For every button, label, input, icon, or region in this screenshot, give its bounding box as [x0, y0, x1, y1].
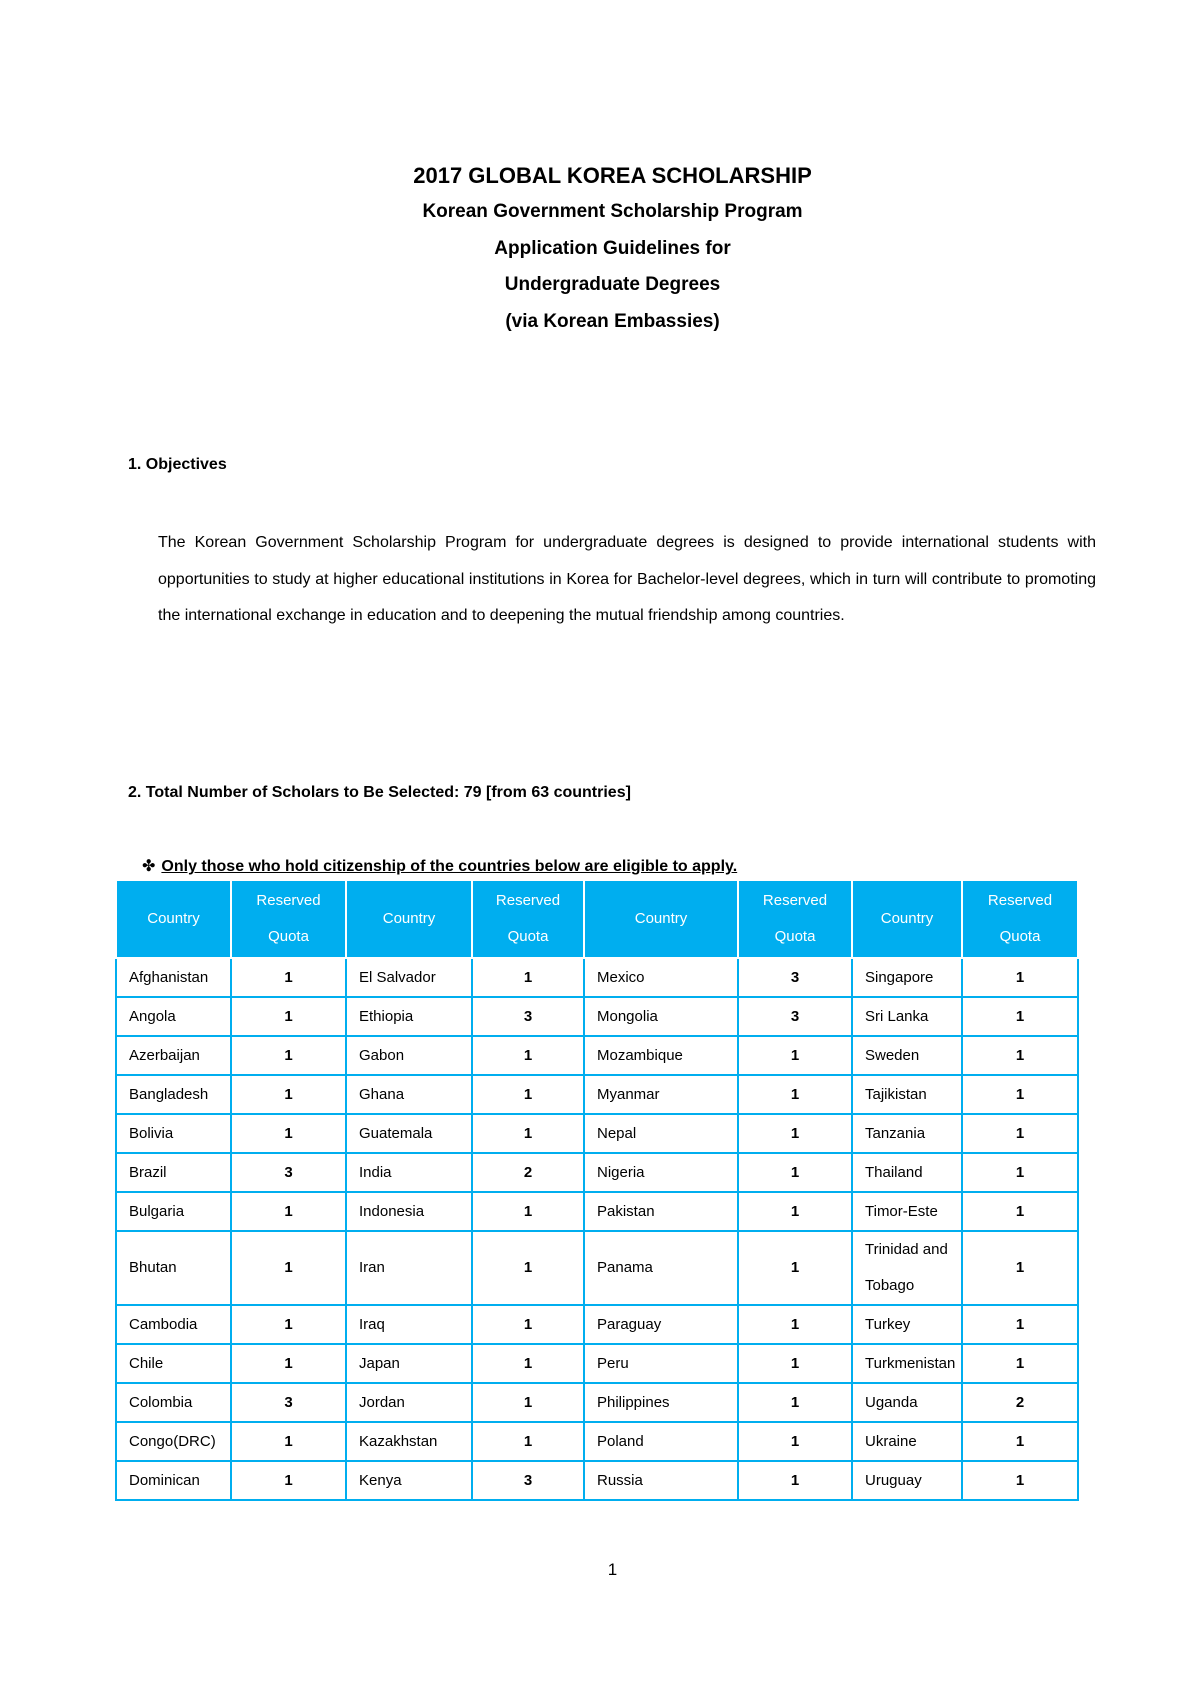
column-header-country: Country [116, 880, 231, 958]
quota-cell: 1 [962, 1461, 1078, 1500]
country-cell: Mozambique [584, 1036, 738, 1075]
column-header-reserved-quota: Reserved Quota [231, 880, 346, 958]
country-cell: Peru [584, 1344, 738, 1383]
table-row [116, 1231, 1078, 1305]
quota-cell: 3 [472, 1461, 584, 1500]
quota-cell: 1 [962, 1075, 1078, 1114]
country-cell: Ethiopia [346, 997, 472, 1036]
degree-title: Undergraduate Degrees [504, 274, 721, 295]
country-cell: Dominican [116, 1461, 231, 1500]
quota-cell: 1 [738, 1305, 852, 1344]
quota-cell: 1 [962, 958, 1078, 997]
quota-cell: 1 [472, 1192, 584, 1231]
quota-cell: 1 [472, 1383, 584, 1422]
column-header-reserved-quota: Reserved Quota [738, 880, 852, 958]
section-total-scholars-heading: 2. Total Number of Scholars to Be Selected: 79 [from 63 countries] [128, 784, 631, 801]
quota-cell: 1 [231, 1114, 346, 1153]
quota-cell: 1 [231, 1422, 346, 1461]
country-cell: India [346, 1153, 472, 1192]
country-cell: El Salvador [346, 958, 472, 997]
guidelines-title: Application Guidelines for [494, 237, 731, 259]
table-row [116, 997, 1078, 1036]
country-cell: Angola [116, 997, 231, 1036]
table-row [116, 1075, 1078, 1114]
quota-cell: 1 [231, 1305, 346, 1344]
column-header-reserved-quota: Reserved Quota [962, 880, 1078, 958]
quota-cell: 1 [472, 1305, 584, 1344]
table-row [116, 1422, 1078, 1461]
quota-cell: 1 [962, 1305, 1078, 1344]
table-row [116, 958, 1078, 997]
country-cell: Myanmar [584, 1075, 738, 1114]
table-row [116, 1461, 1078, 1500]
country-cell: Turkey [852, 1305, 962, 1344]
quota-cell: 2 [472, 1153, 584, 1192]
quota-cell: 1 [738, 1192, 852, 1231]
country-cell: Iraq [346, 1305, 472, 1344]
quota-cell: 1 [738, 1383, 852, 1422]
country-cell: Turkmenistan [852, 1344, 962, 1383]
table-row [116, 1036, 1078, 1075]
quota-cell: 1 [962, 1153, 1078, 1192]
country-cell: Uruguay [852, 1461, 962, 1500]
country-cell: Tajikistan [852, 1075, 962, 1114]
country-cell: Azerbaijan [116, 1036, 231, 1075]
country-quota-table [115, 879, 1079, 1501]
country-cell: Afghanistan [116, 958, 231, 997]
country-cell: Ghana [346, 1075, 472, 1114]
quota-cell: 1 [231, 1075, 346, 1114]
country-cell: Guatemala [346, 1114, 472, 1153]
country-cell: Sri Lanka [852, 997, 962, 1036]
quota-cell: 1 [738, 1114, 852, 1153]
quota-cell: 3 [738, 997, 852, 1036]
quota-cell: 3 [738, 958, 852, 997]
main-title: 2017 GLOBAL KOREA SCHOLARSHIP [413, 163, 812, 188]
quota-cell: 1 [738, 1461, 852, 1500]
country-cell: Japan [346, 1344, 472, 1383]
quota-cell: 1 [962, 1344, 1078, 1383]
quota-cell: 1 [231, 1192, 346, 1231]
quota-cell: 2 [962, 1383, 1078, 1422]
quota-cell: 1 [738, 1036, 852, 1075]
quota-cell: 1 [472, 958, 584, 997]
objectives-paragraph: The Korean Government Scholarship Program for undergraduate degrees is designed to provide international students with opportunities to study at higher educational institutions in Korea for Bachelor-level degrees, which in turn will contribute to promoting the international exchange in education and to deepening the mutual friendship among countries. [158, 534, 1096, 624]
column-header-reserved-quota: Reserved Quota [472, 880, 584, 958]
country-cell: Nigeria [584, 1153, 738, 1192]
quota-cell: 1 [472, 1344, 584, 1383]
quota-cell: 1 [231, 997, 346, 1036]
quota-cell: 1 [738, 1344, 852, 1383]
channel-title: (via Korean Embassies) [505, 310, 720, 332]
quota-cell: 1 [962, 1231, 1078, 1305]
column-header-country: Country [346, 880, 472, 958]
quota-cell: 1 [472, 1075, 584, 1114]
quota-cell: 1 [962, 1192, 1078, 1231]
quota-cell: 1 [472, 1036, 584, 1075]
country-cell: Thailand [852, 1153, 962, 1192]
country-cell: Mexico [584, 958, 738, 997]
table-row [116, 1192, 1078, 1231]
country-cell: Ukraine [852, 1422, 962, 1461]
quota-cell: 1 [231, 958, 346, 997]
quota-cell: 1 [962, 1114, 1078, 1153]
country-cell: Congo(DRC) [116, 1422, 231, 1461]
quota-cell: 1 [231, 1231, 346, 1305]
document-title-block [0, 158, 1200, 340]
table-row [116, 1305, 1078, 1344]
quota-cell: 1 [738, 1422, 852, 1461]
eligibility-note-text: Only those who hold citizenship of the countries below are eligible to apply. [161, 858, 738, 875]
country-cell: Bangladesh [116, 1075, 231, 1114]
country-cell: Nepal [584, 1114, 738, 1153]
country-cell: Trinidad and Tobago [852, 1231, 962, 1305]
quota-cell: 3 [231, 1383, 346, 1422]
country-cell: Iran [346, 1231, 472, 1305]
column-header-country: Country [852, 880, 962, 958]
eligibility-note [142, 856, 737, 876]
quota-cell: 3 [231, 1153, 346, 1192]
country-cell: Cambodia [116, 1305, 231, 1344]
quota-cell: 1 [962, 1422, 1078, 1461]
country-cell: Tanzania [852, 1114, 962, 1153]
country-cell: Brazil [116, 1153, 231, 1192]
quota-cell: 1 [231, 1344, 346, 1383]
country-cell: Mongolia [584, 997, 738, 1036]
table-row [116, 1114, 1078, 1153]
table-row [116, 1344, 1078, 1383]
quota-cell: 1 [738, 1231, 852, 1305]
country-cell: Gabon [346, 1036, 472, 1075]
quota-cell: 3 [472, 997, 584, 1036]
quota-cell: 1 [472, 1114, 584, 1153]
country-cell: Chile [116, 1344, 231, 1383]
country-cell: Singapore [852, 958, 962, 997]
clover-bullet-icon: ✤ [142, 858, 156, 875]
country-cell: Russia [584, 1461, 738, 1500]
page-number: 1 [607, 1560, 618, 1579]
country-cell: Jordan [346, 1383, 472, 1422]
quota-cell: 1 [962, 1036, 1078, 1075]
table-row [116, 1153, 1078, 1192]
section-objectives-heading: 1. Objectives [128, 456, 227, 473]
quota-cell: 1 [231, 1461, 346, 1500]
column-header-country: Country [584, 880, 738, 958]
table-header-row [116, 880, 1078, 958]
country-cell: Sweden [852, 1036, 962, 1075]
quota-cell: 1 [738, 1075, 852, 1114]
country-cell: Kenya [346, 1461, 472, 1500]
country-cell: Kazakhstan [346, 1422, 472, 1461]
table-row [116, 1383, 1078, 1422]
quota-cell: 1 [472, 1231, 584, 1305]
quota-cell: 1 [231, 1036, 346, 1075]
country-cell: Panama [584, 1231, 738, 1305]
country-cell: Paraguay [584, 1305, 738, 1344]
country-cell: Colombia [116, 1383, 231, 1422]
country-cell: Bulgaria [116, 1192, 231, 1231]
country-cell: Poland [584, 1422, 738, 1461]
country-cell: Indonesia [346, 1192, 472, 1231]
country-cell: Pakistan [584, 1192, 738, 1231]
quota-cell: 1 [472, 1422, 584, 1461]
program-title: Korean Government Scholarship Program [422, 201, 803, 222]
country-cell: Philippines [584, 1383, 738, 1422]
country-cell: Bolivia [116, 1114, 231, 1153]
quota-cell: 1 [962, 997, 1078, 1036]
quota-cell: 1 [738, 1153, 852, 1192]
country-cell: Bhutan [116, 1231, 231, 1305]
country-cell: Timor-Este [852, 1192, 962, 1231]
country-cell: Uganda [852, 1383, 962, 1422]
